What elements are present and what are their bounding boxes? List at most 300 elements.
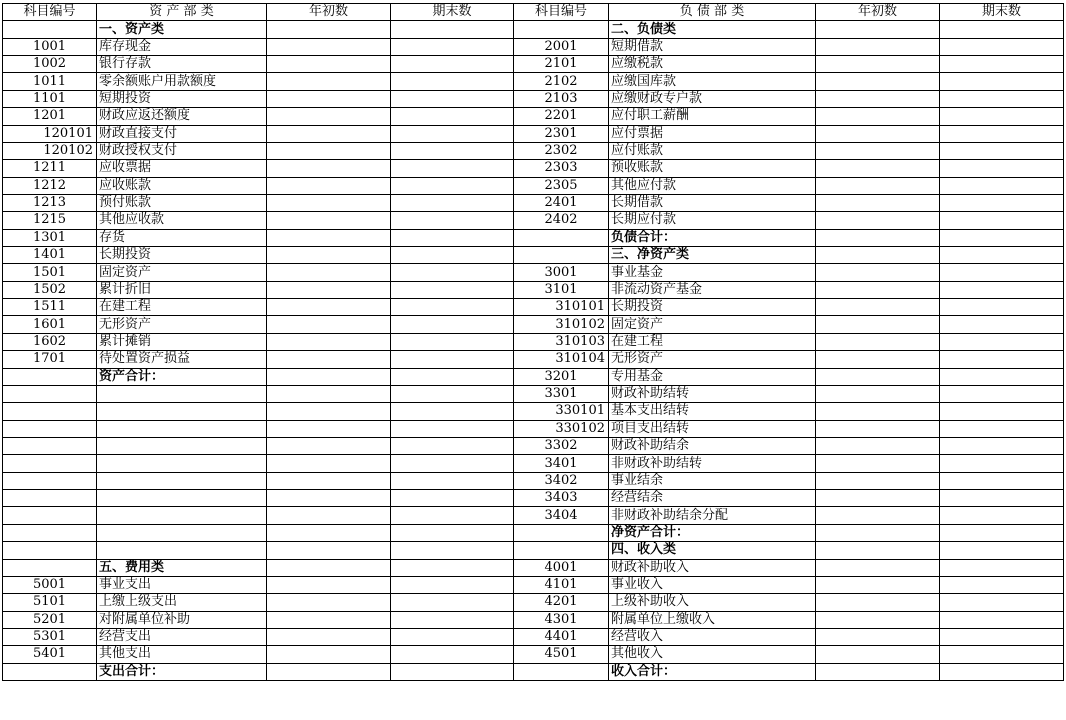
liability-code-cell: 310102 xyxy=(514,316,609,333)
liability-code-cell xyxy=(514,524,609,541)
asset-closing-cell xyxy=(391,490,514,507)
liability-opening-cell xyxy=(816,663,940,680)
liability-closing-cell xyxy=(940,38,1064,55)
asset-closing-cell xyxy=(391,385,514,402)
table-row xyxy=(3,628,1064,645)
asset-code-cell xyxy=(3,437,97,454)
asset-opening-cell xyxy=(267,90,391,107)
liability-code-cell: 310101 xyxy=(514,299,609,316)
asset-closing-cell xyxy=(391,160,514,177)
asset-opening-cell xyxy=(267,594,391,611)
liability-closing-cell xyxy=(940,73,1064,90)
asset-opening-cell xyxy=(267,56,391,73)
asset-closing-cell xyxy=(391,194,514,211)
liability-code-cell xyxy=(514,542,609,559)
liability-code-cell: 3101 xyxy=(514,281,609,298)
asset-name-cell xyxy=(97,472,267,489)
asset-closing-cell xyxy=(391,542,514,559)
asset-name-cell xyxy=(97,385,267,402)
asset-closing-cell xyxy=(391,628,514,645)
asset-closing-cell xyxy=(391,108,514,125)
table-row xyxy=(3,559,1064,576)
liability-code-cell xyxy=(514,229,609,246)
liability-closing-cell xyxy=(940,264,1064,281)
asset-name-cell xyxy=(97,507,267,524)
liability-opening-cell xyxy=(816,264,940,281)
liability-code-cell: 2201 xyxy=(514,108,609,125)
liability-name-cell: 经营收入 xyxy=(609,628,816,645)
liability-name-cell: 预收账款 xyxy=(609,160,816,177)
liability-code-cell: 310103 xyxy=(514,333,609,350)
liability-name-cell: 财政补助结转 xyxy=(609,385,816,402)
liability-opening-cell xyxy=(816,420,940,437)
liability-code-cell xyxy=(514,247,609,264)
asset-closing-cell xyxy=(391,524,514,541)
asset-name-cell: 应收账款 xyxy=(97,177,267,194)
header-code-liabilities: 科目编号 xyxy=(514,4,609,21)
liability-name-cell: 非流动资产基金 xyxy=(609,281,816,298)
asset-closing-cell xyxy=(391,576,514,593)
liability-opening-cell xyxy=(816,229,940,246)
liability-name-cell: 事业基金 xyxy=(609,264,816,281)
liability-name-cell: 应缴税款 xyxy=(609,56,816,73)
liability-closing-cell xyxy=(940,611,1064,628)
table-row xyxy=(3,368,1064,385)
asset-opening-cell xyxy=(267,160,391,177)
liability-closing-cell xyxy=(940,542,1064,559)
asset-code-cell xyxy=(3,507,97,524)
liability-code-cell: 3404 xyxy=(514,507,609,524)
asset-opening-cell xyxy=(267,229,391,246)
liability-code-cell: 310104 xyxy=(514,351,609,368)
liability-opening-cell xyxy=(816,56,940,73)
liability-name-cell: 收入合计： xyxy=(609,663,816,680)
liability-closing-cell xyxy=(940,194,1064,211)
asset-code-cell: 1011 xyxy=(3,73,97,90)
liability-name-cell: 附属单位上缴收入 xyxy=(609,611,816,628)
liability-opening-cell xyxy=(816,194,940,211)
asset-code-cell xyxy=(3,21,97,38)
asset-closing-cell xyxy=(391,142,514,159)
asset-code-cell: 1212 xyxy=(3,177,97,194)
liability-name-cell: 财政补助收入 xyxy=(609,559,816,576)
liability-closing-cell xyxy=(940,299,1064,316)
asset-closing-cell xyxy=(391,299,514,316)
liability-closing-cell xyxy=(940,524,1064,541)
asset-closing-cell xyxy=(391,507,514,524)
table-row xyxy=(3,38,1064,55)
asset-opening-cell xyxy=(267,490,391,507)
liability-opening-cell xyxy=(816,542,940,559)
asset-opening-cell xyxy=(267,38,391,55)
asset-name-cell: 存货 xyxy=(97,229,267,246)
liability-code-cell: 2401 xyxy=(514,194,609,211)
liability-opening-cell xyxy=(816,351,940,368)
header-assets-section: 资 产 部 类 xyxy=(97,4,267,21)
liability-closing-cell xyxy=(940,281,1064,298)
liability-code-cell: 4101 xyxy=(514,576,609,593)
table-row xyxy=(3,576,1064,593)
asset-name-cell: 无形资产 xyxy=(97,316,267,333)
asset-opening-cell xyxy=(267,351,391,368)
asset-code-cell xyxy=(3,524,97,541)
liability-closing-cell xyxy=(940,108,1064,125)
asset-name-cell: 对附属单位补助 xyxy=(97,611,267,628)
asset-code-cell xyxy=(3,663,97,680)
asset-code-cell: 5101 xyxy=(3,594,97,611)
asset-name-cell xyxy=(97,542,267,559)
asset-opening-cell xyxy=(267,333,391,350)
asset-opening-cell xyxy=(267,21,391,38)
asset-opening-cell xyxy=(267,455,391,472)
asset-closing-cell xyxy=(391,229,514,246)
liability-name-cell: 三、净资产类 xyxy=(609,247,816,264)
liability-opening-cell xyxy=(816,281,940,298)
asset-code-cell: 1401 xyxy=(3,247,97,264)
table-row xyxy=(3,316,1064,333)
liability-closing-cell xyxy=(940,351,1064,368)
asset-code-cell: 1511 xyxy=(3,299,97,316)
asset-code-cell: 1101 xyxy=(3,90,97,107)
asset-code-cell: 1301 xyxy=(3,229,97,246)
liability-name-cell: 短期借款 xyxy=(609,38,816,55)
liability-code-cell: 2402 xyxy=(514,212,609,229)
header-row xyxy=(3,4,1064,21)
liability-closing-cell xyxy=(940,594,1064,611)
asset-name-cell xyxy=(97,437,267,454)
liability-opening-cell xyxy=(816,472,940,489)
liability-opening-cell xyxy=(816,125,940,142)
asset-opening-cell xyxy=(267,646,391,663)
liability-name-cell: 事业收入 xyxy=(609,576,816,593)
table-row xyxy=(3,594,1064,611)
liability-code-cell: 2301 xyxy=(514,125,609,142)
liability-code-cell: 3401 xyxy=(514,455,609,472)
asset-closing-cell xyxy=(391,177,514,194)
asset-name-cell: 事业支出 xyxy=(97,576,267,593)
liability-opening-cell xyxy=(816,646,940,663)
header-assets-opening: 年初数 xyxy=(267,4,391,21)
table-row xyxy=(3,385,1064,402)
liability-closing-cell xyxy=(940,663,1064,680)
liability-code-cell: 4401 xyxy=(514,628,609,645)
asset-closing-cell xyxy=(391,611,514,628)
liability-opening-cell xyxy=(816,576,940,593)
asset-name-cell: 财政应返还额度 xyxy=(97,108,267,125)
asset-closing-cell xyxy=(391,420,514,437)
asset-code-cell: 1002 xyxy=(3,56,97,73)
liability-name-cell: 应付账款 xyxy=(609,142,816,159)
liability-name-cell: 二、负债类 xyxy=(609,21,816,38)
table-row xyxy=(3,611,1064,628)
asset-name-cell: 一、资产类 xyxy=(97,21,267,38)
liability-code-cell: 3001 xyxy=(514,264,609,281)
asset-opening-cell xyxy=(267,385,391,402)
liability-closing-cell xyxy=(940,229,1064,246)
liability-name-cell: 基本支出结转 xyxy=(609,403,816,420)
asset-name-cell xyxy=(97,455,267,472)
table-row xyxy=(3,160,1064,177)
liability-code-cell: 3403 xyxy=(514,490,609,507)
table-row xyxy=(3,403,1064,420)
liability-code-cell: 4201 xyxy=(514,594,609,611)
liability-opening-cell xyxy=(816,507,940,524)
header-liabilities-opening: 年初数 xyxy=(816,4,940,21)
liability-opening-cell xyxy=(816,73,940,90)
asset-closing-cell xyxy=(391,663,514,680)
liability-opening-cell xyxy=(816,21,940,38)
asset-opening-cell xyxy=(267,542,391,559)
asset-opening-cell xyxy=(267,524,391,541)
asset-opening-cell xyxy=(267,611,391,628)
asset-code-cell xyxy=(3,455,97,472)
table-row xyxy=(3,194,1064,211)
liability-closing-cell xyxy=(940,56,1064,73)
asset-closing-cell xyxy=(391,21,514,38)
header-code-assets: 科目编号 xyxy=(3,4,97,21)
liability-name-cell: 非财政补助结转 xyxy=(609,455,816,472)
table-row xyxy=(3,472,1064,489)
liability-opening-cell xyxy=(816,38,940,55)
table-row xyxy=(3,73,1064,90)
liability-code-cell: 2103 xyxy=(514,90,609,107)
asset-opening-cell xyxy=(267,177,391,194)
liability-opening-cell xyxy=(816,437,940,454)
asset-name-cell xyxy=(97,403,267,420)
balance-sheet-table xyxy=(2,3,1064,681)
asset-closing-cell xyxy=(391,403,514,420)
header-liabilities-closing: 期末数 xyxy=(940,4,1064,21)
table-row xyxy=(3,264,1064,281)
table-row xyxy=(3,542,1064,559)
liability-opening-cell xyxy=(816,316,940,333)
table-row xyxy=(3,108,1064,125)
asset-closing-cell xyxy=(391,472,514,489)
liability-name-cell: 其他应付款 xyxy=(609,177,816,194)
asset-opening-cell xyxy=(267,628,391,645)
asset-code-cell: 1502 xyxy=(3,281,97,298)
asset-name-cell: 财政授权支付 xyxy=(97,142,267,159)
liability-opening-cell xyxy=(816,455,940,472)
asset-code-cell: 1001 xyxy=(3,38,97,55)
table-row xyxy=(3,420,1064,437)
liability-name-cell: 无形资产 xyxy=(609,351,816,368)
liability-opening-cell xyxy=(816,628,940,645)
liability-closing-cell xyxy=(940,403,1064,420)
asset-opening-cell xyxy=(267,507,391,524)
liability-closing-cell xyxy=(940,368,1064,385)
liability-code-cell: 2102 xyxy=(514,73,609,90)
liability-code-cell: 3301 xyxy=(514,385,609,402)
liability-closing-cell xyxy=(940,559,1064,576)
asset-closing-cell xyxy=(391,316,514,333)
liability-closing-cell xyxy=(940,247,1064,264)
liability-code-cell: 3201 xyxy=(514,368,609,385)
liability-name-cell: 项目支出结转 xyxy=(609,420,816,437)
asset-closing-cell xyxy=(391,90,514,107)
asset-name-cell: 累计摊销 xyxy=(97,333,267,350)
table-row xyxy=(3,125,1064,142)
table-row xyxy=(3,56,1064,73)
liability-code-cell: 4301 xyxy=(514,611,609,628)
asset-code-cell: 1602 xyxy=(3,333,97,350)
asset-opening-cell xyxy=(267,125,391,142)
table-row xyxy=(3,507,1064,524)
asset-name-cell: 财政直接支付 xyxy=(97,125,267,142)
asset-name-cell: 固定资产 xyxy=(97,264,267,281)
asset-name-cell: 应收票据 xyxy=(97,160,267,177)
liability-opening-cell xyxy=(816,490,940,507)
liability-code-cell: 4001 xyxy=(514,559,609,576)
liability-closing-cell xyxy=(940,177,1064,194)
liability-closing-cell xyxy=(940,90,1064,107)
liability-name-cell: 长期投资 xyxy=(609,299,816,316)
liability-closing-cell xyxy=(940,316,1064,333)
asset-name-cell: 零余额账户用款额度 xyxy=(97,73,267,90)
asset-opening-cell xyxy=(267,73,391,90)
asset-opening-cell xyxy=(267,299,391,316)
liability-opening-cell xyxy=(816,524,940,541)
liability-opening-cell xyxy=(816,247,940,264)
liability-opening-cell xyxy=(816,212,940,229)
table-row xyxy=(3,212,1064,229)
liability-code-cell: 330101 xyxy=(514,403,609,420)
liability-name-cell: 应缴国库款 xyxy=(609,73,816,90)
asset-code-cell xyxy=(3,490,97,507)
liability-name-cell: 应付票据 xyxy=(609,125,816,142)
liability-closing-cell xyxy=(940,21,1064,38)
table-row xyxy=(3,455,1064,472)
liability-opening-cell xyxy=(816,368,940,385)
table-row xyxy=(3,333,1064,350)
asset-code-cell: 5401 xyxy=(3,646,97,663)
asset-name-cell xyxy=(97,420,267,437)
asset-code-cell: 1501 xyxy=(3,264,97,281)
liability-opening-cell xyxy=(816,90,940,107)
table-row xyxy=(3,281,1064,298)
liability-name-cell: 长期借款 xyxy=(609,194,816,211)
asset-code-cell: 1701 xyxy=(3,351,97,368)
asset-code-cell xyxy=(3,368,97,385)
asset-closing-cell xyxy=(391,594,514,611)
asset-name-cell: 在建工程 xyxy=(97,299,267,316)
asset-closing-cell xyxy=(391,264,514,281)
liability-opening-cell xyxy=(816,299,940,316)
liability-closing-cell xyxy=(940,333,1064,350)
table-row xyxy=(3,351,1064,368)
liability-opening-cell xyxy=(816,333,940,350)
asset-closing-cell xyxy=(391,247,514,264)
liability-closing-cell xyxy=(940,576,1064,593)
asset-opening-cell xyxy=(267,403,391,420)
asset-name-cell: 预付账款 xyxy=(97,194,267,211)
liability-code-cell: 4501 xyxy=(514,646,609,663)
table-row xyxy=(3,490,1064,507)
asset-name-cell: 上缴上级支出 xyxy=(97,594,267,611)
liability-opening-cell xyxy=(816,403,940,420)
asset-code-cell xyxy=(3,403,97,420)
asset-name-cell: 五、费用类 xyxy=(97,559,267,576)
liability-name-cell: 净资产合计： xyxy=(609,524,816,541)
asset-code-cell xyxy=(3,472,97,489)
table-row xyxy=(3,437,1064,454)
asset-closing-cell xyxy=(391,455,514,472)
liability-closing-cell xyxy=(940,212,1064,229)
header-assets-closing: 期末数 xyxy=(391,4,514,21)
asset-closing-cell xyxy=(391,56,514,73)
liability-code-cell: 2101 xyxy=(514,56,609,73)
asset-closing-cell xyxy=(391,368,514,385)
asset-opening-cell xyxy=(267,559,391,576)
asset-code-cell: 5001 xyxy=(3,576,97,593)
liability-opening-cell xyxy=(816,559,940,576)
liability-name-cell: 财政补助结余 xyxy=(609,437,816,454)
liability-name-cell: 上级补助收入 xyxy=(609,594,816,611)
asset-code-cell: 1215 xyxy=(3,212,97,229)
asset-closing-cell xyxy=(391,559,514,576)
asset-name-cell: 资产合计： xyxy=(97,368,267,385)
liability-closing-cell xyxy=(940,142,1064,159)
liability-name-cell: 四、收入类 xyxy=(609,542,816,559)
asset-code-cell: 120101 xyxy=(3,125,97,142)
asset-code-cell: 1213 xyxy=(3,194,97,211)
liability-opening-cell xyxy=(816,177,940,194)
liability-opening-cell xyxy=(816,160,940,177)
table-row xyxy=(3,646,1064,663)
liability-closing-cell xyxy=(940,437,1064,454)
asset-closing-cell xyxy=(391,646,514,663)
liability-closing-cell xyxy=(940,490,1064,507)
liability-opening-cell xyxy=(816,611,940,628)
liability-name-cell: 长期应付款 xyxy=(609,212,816,229)
asset-code-cell: 1601 xyxy=(3,316,97,333)
liability-closing-cell xyxy=(940,646,1064,663)
liability-closing-cell xyxy=(940,455,1064,472)
asset-opening-cell xyxy=(267,472,391,489)
table-row xyxy=(3,663,1064,680)
liability-code-cell: 2001 xyxy=(514,38,609,55)
table-row xyxy=(3,21,1064,38)
liability-name-cell: 经营结余 xyxy=(609,490,816,507)
asset-opening-cell xyxy=(267,420,391,437)
table-row xyxy=(3,299,1064,316)
liability-closing-cell xyxy=(940,628,1064,645)
asset-closing-cell xyxy=(391,125,514,142)
asset-opening-cell xyxy=(267,247,391,264)
asset-name-cell: 其他应收款 xyxy=(97,212,267,229)
asset-closing-cell xyxy=(391,333,514,350)
liability-opening-cell xyxy=(816,594,940,611)
liability-closing-cell xyxy=(940,420,1064,437)
asset-code-cell xyxy=(3,420,97,437)
asset-opening-cell xyxy=(267,281,391,298)
asset-name-cell: 短期投资 xyxy=(97,90,267,107)
liability-name-cell: 固定资产 xyxy=(609,316,816,333)
asset-closing-cell xyxy=(391,38,514,55)
table-row xyxy=(3,229,1064,246)
asset-code-cell xyxy=(3,559,97,576)
liability-closing-cell xyxy=(940,160,1064,177)
asset-opening-cell xyxy=(267,194,391,211)
liability-closing-cell xyxy=(940,507,1064,524)
asset-code-cell: 1201 xyxy=(3,108,97,125)
asset-name-cell: 其他支出 xyxy=(97,646,267,663)
asset-opening-cell xyxy=(267,663,391,680)
asset-closing-cell xyxy=(391,351,514,368)
asset-code-cell xyxy=(3,385,97,402)
asset-code-cell xyxy=(3,542,97,559)
table-row xyxy=(3,524,1064,541)
